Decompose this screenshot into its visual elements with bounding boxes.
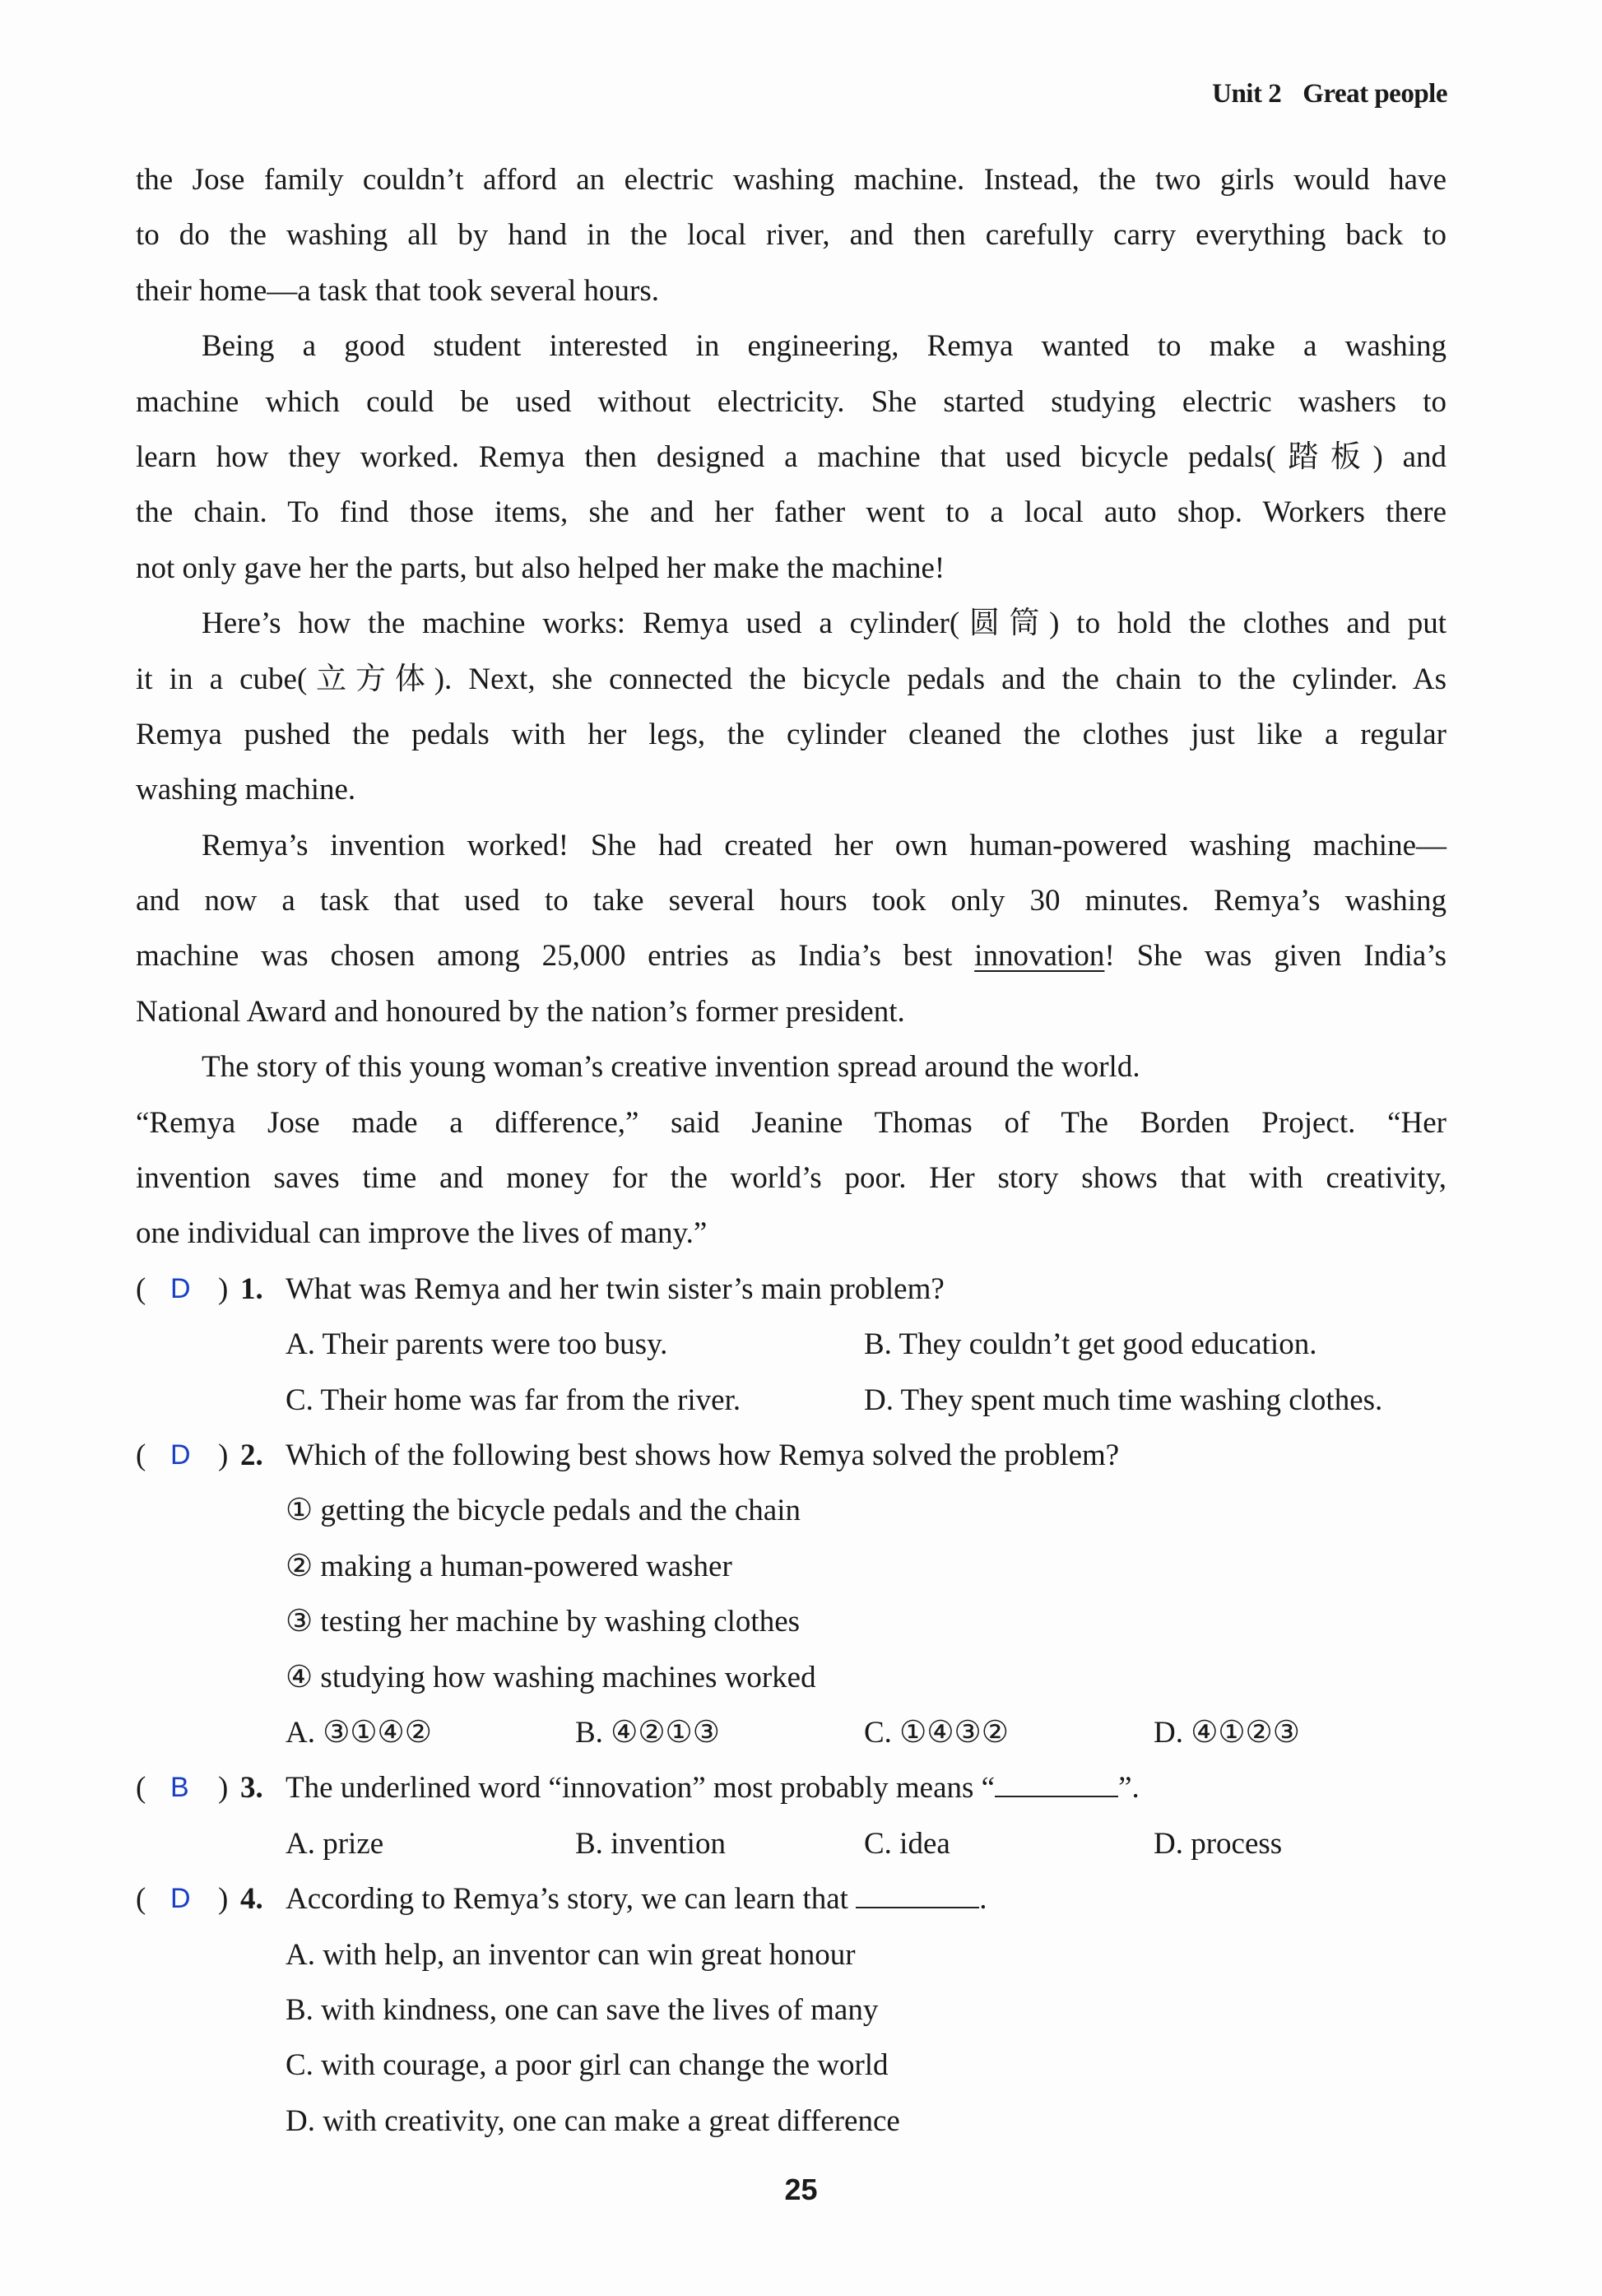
unit-title: Great people xyxy=(1302,79,1447,109)
passage-line: the Jose family couldn’t afford an electric washing machine. Instead, the two girls would have xyxy=(136,163,1446,197)
question-stem xyxy=(136,1262,1446,1317)
question-number: 3. xyxy=(240,1771,263,1806)
step-row xyxy=(136,1483,1446,1538)
passage-paragraph xyxy=(136,818,1446,1040)
passage-line: the chain. To find those items, she and her father went to a local auto shop. Workers there xyxy=(136,495,1446,530)
passage-paragraph xyxy=(136,1095,1446,1262)
passage-line: Being a good student interested in engineering, Remya wanted to make a washing xyxy=(202,329,1446,364)
question-stem xyxy=(136,1428,1446,1483)
option: D. ④①②③ xyxy=(1154,1715,1300,1750)
option: A. prize xyxy=(286,1826,384,1861)
question-number: 4. xyxy=(240,1882,263,1917)
paren-close: ) xyxy=(218,1438,229,1472)
question-block xyxy=(136,1871,1446,2149)
option: A. with help, an inventor can win great honour xyxy=(286,1937,856,1972)
page-header xyxy=(1212,79,1447,109)
paren-close: ) xyxy=(218,1271,229,1306)
options-row xyxy=(136,1705,1446,1760)
passage-line: their home—a task that took several hours. xyxy=(136,273,660,308)
passage-line xyxy=(136,928,1446,983)
answer-mark: D xyxy=(170,1883,191,1915)
option: D. with creativity, one can make a great difference xyxy=(286,2103,900,2138)
option: C. with courage, a poor girl can change the world xyxy=(286,2048,889,2083)
option: B. with kindness, one can save the lives of many xyxy=(286,1992,879,2027)
text-segment: machine was chosen among 25,000 entries as India’s best xyxy=(136,939,975,974)
paren-close: ) xyxy=(218,1771,229,1806)
question-block xyxy=(136,1428,1446,1760)
answer-blank[interactable] xyxy=(856,1882,979,1908)
passage-line: machine which could be used without electricity. She started studying electric washers to xyxy=(136,384,1446,419)
page-number: 25 xyxy=(784,2173,818,2206)
paren-close: ) xyxy=(218,1882,229,1917)
passage-line: “Remya Jose made a difference,” said Jeanine Thomas of The Borden Project. “Her xyxy=(136,1105,1446,1140)
options-row xyxy=(136,2038,1446,2093)
paren-open: ( xyxy=(136,1882,146,1917)
passage-line: not only gave her the parts, but also helped her make the machine! xyxy=(136,551,945,585)
option: D. They spent much time washing clothes. xyxy=(864,1383,1383,1417)
paren-open: ( xyxy=(136,1271,146,1306)
passage-line: Remya’s invention worked! She had created her own human-powered washing machine— xyxy=(202,828,1446,862)
page-body xyxy=(136,152,1446,2149)
option: D. process xyxy=(1154,1826,1283,1861)
paren-open: ( xyxy=(136,1438,146,1472)
question-text-main: What was Remya and her twin sister’s main problem? xyxy=(286,1271,945,1306)
question-number: 2. xyxy=(240,1438,263,1472)
passage-line: washing machine. xyxy=(136,773,356,807)
question-text xyxy=(286,1428,1119,1483)
step-item: ① getting the bicycle pedals and the chain xyxy=(286,1494,801,1528)
passage-line: learn how they worked. Remya then designed a machine that used bicycle pedals(踏板) and xyxy=(136,439,1446,474)
passage-line: to do the washing all by hand in the local river, and then carefully carry everything back to xyxy=(136,218,1446,253)
option: B. invention xyxy=(575,1826,726,1861)
text-segment: ! She was given India’s xyxy=(1104,939,1446,974)
passage-line: Here’s how the machine works: Remya used a cylinder(圆筒) to hold the clothes and put xyxy=(202,607,1446,641)
step-item: ④ studying how washing machines worked xyxy=(286,1660,816,1694)
options-row xyxy=(136,1373,1446,1428)
option: C. ①④③② xyxy=(864,1715,1009,1750)
question-text xyxy=(286,1760,1140,1815)
answer-mark: D xyxy=(170,1272,191,1304)
question-text-main: The underlined word “innovation” most probably means “ xyxy=(286,1771,996,1806)
question-text-main: Which of the following best shows how Remya solved the problem? xyxy=(286,1438,1120,1472)
passage-paragraph xyxy=(136,1039,1446,1095)
step-item: ③ testing her machine by washing clothes xyxy=(286,1605,801,1639)
question-text-end: ”. xyxy=(1118,1771,1140,1806)
passage-paragraph xyxy=(136,596,1446,818)
question-text-end: . xyxy=(979,1882,987,1917)
option: C. Their home was far from the river. xyxy=(286,1383,741,1417)
options-row xyxy=(136,2094,1446,2149)
options-row xyxy=(136,1816,1446,1871)
paren-open: ( xyxy=(136,1771,146,1806)
question-stem xyxy=(136,1760,1446,1815)
question-text-main: According to Remya’s story, we can learn that xyxy=(286,1882,857,1917)
passage-line: and now a task that used to take several hours took only 30 minutes. Remya’s washing xyxy=(136,884,1446,918)
question-text xyxy=(286,1262,945,1317)
option: C. idea xyxy=(864,1826,950,1861)
options-row xyxy=(136,1927,1446,1982)
step-item: ② making a human-powered washer xyxy=(286,1549,732,1583)
step-row xyxy=(136,1594,1446,1649)
option: A. Their parents were too busy. xyxy=(286,1327,668,1362)
question-block xyxy=(136,1760,1446,1871)
passage-paragraph xyxy=(136,318,1446,596)
passage-line: Remya pushed the pedals with her legs, the cylinder cleaned the clothes just like a regular xyxy=(136,717,1446,751)
passage-line: The story of this young woman’s creative invention spread around the world. xyxy=(202,1050,1140,1085)
option: B. ④②①③ xyxy=(575,1715,720,1750)
unit-label: Unit 2 xyxy=(1212,79,1282,109)
step-row xyxy=(136,1650,1446,1705)
option: B. They couldn’t get good education. xyxy=(864,1327,1317,1362)
question-number: 1. xyxy=(240,1271,263,1306)
answer-blank[interactable] xyxy=(995,1771,1118,1797)
options-row xyxy=(136,1982,1446,2038)
passage-line: invention saves time and money for the world’s poor. Her story shows that with creativity, xyxy=(136,1161,1446,1196)
answer-mark: D xyxy=(170,1438,191,1471)
answer-mark: B xyxy=(170,1772,189,1804)
passage-line: National Award and honoured by the nation’s former president. xyxy=(136,994,905,1029)
underlined-word: innovation xyxy=(974,939,1105,974)
question-block xyxy=(136,1262,1446,1428)
question-text xyxy=(286,1871,987,1927)
options-row xyxy=(136,1317,1446,1372)
passage-line: one individual can improve the lives of many.” xyxy=(136,1216,708,1251)
passage-line: it in a cube(立方体). Next, she connected the bicycle pedals and the chain to the cylinder. As xyxy=(136,662,1446,696)
option: A. ③①④② xyxy=(286,1715,432,1750)
passage-paragraph xyxy=(136,152,1446,318)
step-row xyxy=(136,1539,1446,1594)
question-stem xyxy=(136,1871,1446,1927)
